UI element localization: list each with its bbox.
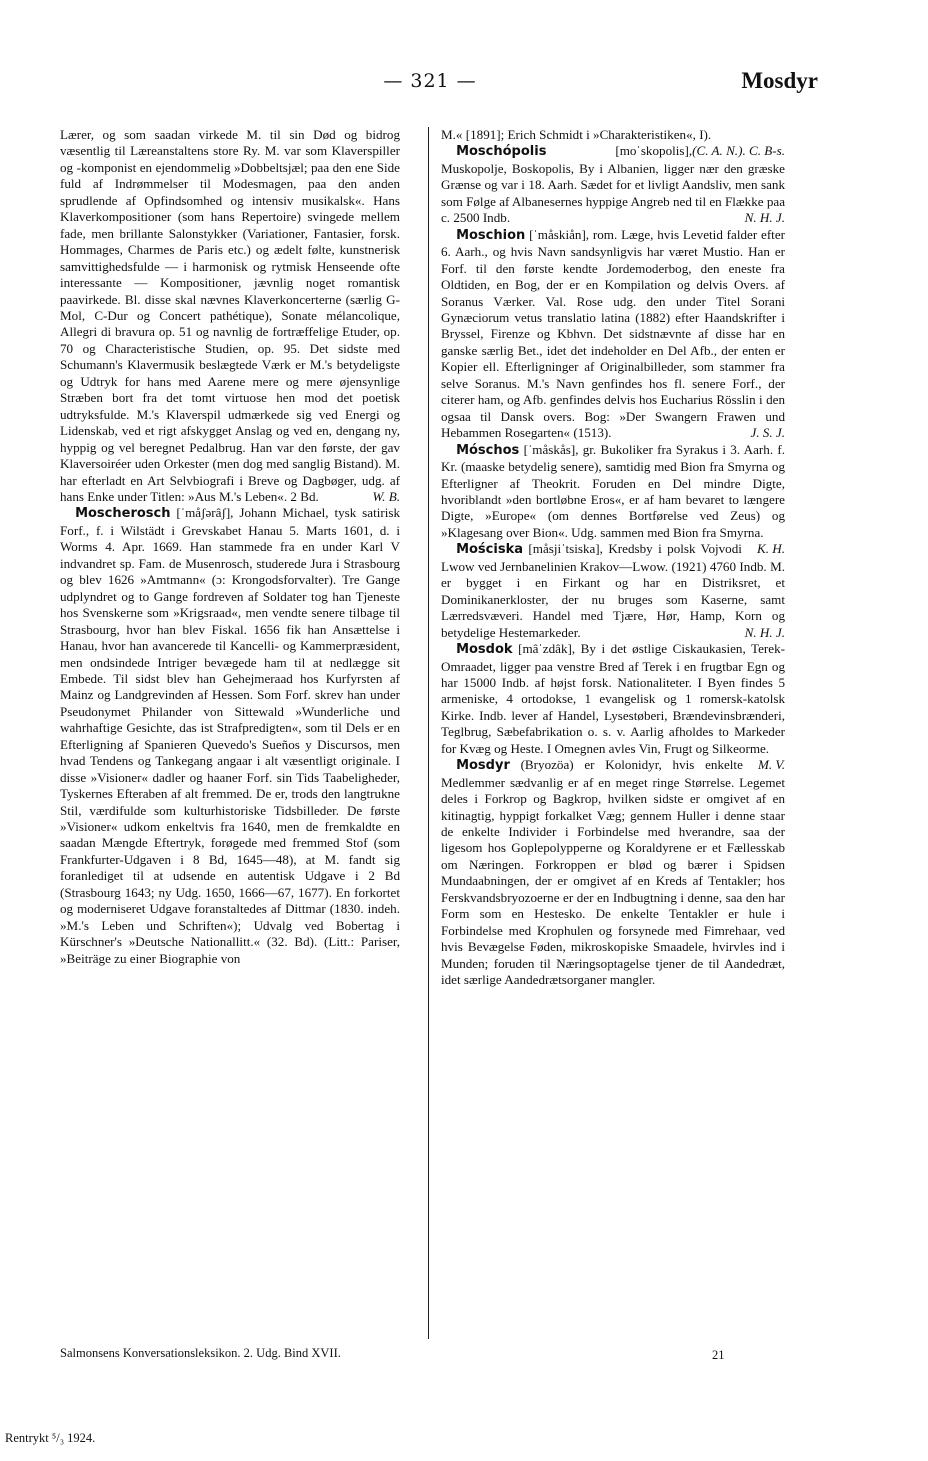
continuation-body: M.« [1891]; Erich Schmidt i »Charakteristiken«, I). (441, 127, 712, 142)
entry-mosdyr (441, 757, 785, 988)
reprint-note: Rentrykt ⁵/₃ 1924. (5, 1431, 96, 1445)
entry-headword: Mosdok (456, 642, 513, 658)
left-column (60, 127, 400, 967)
running-head: Mosdyr (741, 68, 818, 93)
entry-moscherosch (60, 505, 400, 967)
entry-moschion (441, 227, 785, 442)
entry-body: [mâˈzdâk], By i det østlige Ciskaukasien, Terek-Omraadet, ligger paa venstre Bred af Terek i en frugtbar Egn og har 15000 Indb. af højst forsk. Nationaliteter. I Byen findes 5 armeniske, 4 ortodokse, 1 evangelisk og 1 romersk-katolsk Kirke. Indb. lever af Handel, Lysestøberi, Brændevinsbrænderi, Teglbrug, Sæbefabrikation o. s. v. Aarlig afholdes to Markeder for Kvæg og Heste. I Omegnen avles Vin, Frugt og Silkeorme. (441, 641, 785, 756)
entry-headword: Mościska (456, 542, 523, 558)
entry-text (441, 541, 785, 641)
entry-text (60, 505, 400, 967)
entry-body: [ˈmåskiån], rom. Læge, hvis Levetid falder efter 6. Aarh., og hvis Navn sandsynligvis har været Mustio. Han er Forf. til den første kendte Jordemoderbog, den eneste fra Oldtiden, en Bog, der er en Kompilation og delvis Overs. af Soranus Værker. Val. Rose udg. den under Titel Sorani Gynæciorum vetus translatio latina (1882) efter Haandskrifter i Bryssel, Firenze og Kbhvn. Det sidstnævnte af disse har en ganske særlig Bet., idet det indeholder en Del Afb., der enten er Kopier ell. Efterligninger af Originalbilleder, som stammer fra selve Soranus. M.'s Navn genfindes hos fl. senere Forf., der citerer ham, og Afb. genfindes delvis hos Eucharius Rösslin i den ogsaa til Dansk overs. Bog: »Der Swangern Frawen und Hebammen Rosegarten« (1513). (441, 226, 785, 441)
entry-body: [ˈmåskås], gr. Bukoliker fra Syrakus i 3. Aarh. f. Kr. (maaske betydelig senere), samtidig med Bion fra Smyrna og Efterligner af Theokrit. Foruden en Del mindre Digte, hvoriblandt »den bortløbne Eros«, er af ham bevaret to længere Digte, »Europe« (om dennes Bortførelse ved Zeus) og »Klagesang over Bion«. Udg. sammen med Bion fra Smyrna. (441, 441, 785, 540)
entry-body: [ˈmåʃərâʃ], Johann Michael, tysk satirisk Forf., f. i Wilstädt i Grevskabet Hanau 5. Marts 1601, d. i Worms 4. Apr. 1669. Han stammede fra en under Karl V indvandret sp. Fam. de Musenrosch, studerede Jura i Strasbourg og blev 1626 »Amtmann« (ɔ: Krongodsforvalter). Tre Gange udplyndret og to Gange fordreven af Soldater tog han Tjeneste hos Svenskerne som »Krigsraad«, men vendte senere tilbage til Strasbourg, hvor han blev Fiskal. 1656 fik han Ansættelse i Hanau, hvor han avancerede til Kancelli- og Kammerpræsident, men ondsindede Intriger bevægede ham til at nedlægge sit Embede. Til sidst blev han Gehejmeraad hos Kurfyrsten af Mainz og Landgrevinden af Hessen. Som Forf. skrev han under Pseudonymet Philander von Sittewald »Wunderliche und wahrhaftige Gesichte, das ist Strafpredigten«, som til Dels er en Efterligning af Spanieren Quevedo's Sueños y Discursos, men hvad Tendens og Tankegang angaar i alt væsentligt originale. I disse »Visioner« dadler og haaner Forf. sin Tids Taabeligheder, Tyskernes Efteraben af alt fremmed. De er, trods den langtrukne Stil, værdifulde som kulturhistoriske Tidsbilleder. De første »Visioner« udkom enkeltvis fra 1640, men de fremkaldte en saadan Mængde Eftertryk, forøgede med fremmed Stof (som Frankfurter-Udgaven i 8 Bd, 1645—48), at M. fandt sig foranlediget til at udsende en autentisk Udgave i 2 Bd (Strasbourg 1643; ny Udg. 1650, 1666—67, 1677). En forkortet og moderniseret Udgave foranstaltedes af Dittmar (1830. indeh. »M.'s Leben und Schriften«); Udvalg ved Bobertag i Kürschner's »Deutsche Nationallitt.« (32. Bd). (Litt.: Pariser, »Beiträge zu einer Biographie von (60, 505, 400, 966)
entry-text (441, 227, 785, 442)
entry-body: [moˈskopolis], Muskopolje, Boskopolis, By i Albanien, ligger nær den græske Grænse og var i 18. Aarh. Sædet for et livligt Aandsliv, men sank som Følge af Albanesernes hyppige Angreb ned til en Flække paa c. 2500 Indb. (441, 143, 786, 226)
entry-body: (Bryozöa) er Kolonidyr, hvis enkelte Medlemmer sædvanlig er af en meget ringe Størrelse. Legemet deles i Forkrop og Bagkrop, hvilken sidste er omgivet af en kitinagtig, hyppigt forkalket Væg; gennem Huller i denne staar de enkelte Individer i Forbindelse med hverandre, saa der ligesom hos Goplepolypperne og Koraldyrene er et Fællesskab om Næringen. Forkroppen er blød og bærer i Spidsen Mundaabningen, der er omgivet af en Kreds af Tentakler; hos Ferskvandsbryozoerne er der en Indbugtning i denne, saa den har Form som en Hestesko. De enkelte Tentakler er hule i Forbindelse med Krophulen og forsynede med Fimrehaar, ved hvis Bevægelse Føden, mikroskopiske Smaadele, hvirvles ind i Munden; foruden til Næringsoptagelse tjener de til Aandedræt, idet særlige Aandedrætsorganer mangler. (441, 757, 785, 988)
footer-publication: Salmonsens Konversationsleksikon. 2. Udg. Bind XVII. (60, 1346, 341, 1360)
entry-text (441, 757, 785, 988)
author-signature: M. V. (757, 757, 785, 773)
author-signature: J. S. J. (750, 425, 785, 441)
entry-headword: Moschion (456, 227, 526, 243)
right-column (441, 127, 785, 989)
author-signature: K. H. (756, 541, 785, 557)
author-signature: (C. A. N.). C. B-s. (692, 143, 785, 159)
entry-mosciska (441, 541, 785, 641)
entry-continuation (60, 127, 400, 505)
author-signature: N. H. J. (744, 210, 785, 226)
column-rule (428, 127, 429, 1339)
footer-signature-mark: 21 (712, 1348, 725, 1362)
author-signature: W. B. (372, 488, 400, 504)
entry-headword: Moscherosch (75, 506, 171, 522)
continuation-body: Lærer, og som saadan virkede M. til sin Død og bidrog væsentlig til Læreanstaltens store Ry. M. var som Klaverspiller og -komponist en ejendommelig »Dobbeltsjæl; paa den ene Side fuld af Indrømmelser til Modesmagen, paa den anden sprudlende af Opfindsomhed og intensiv musikalsk«. Hans Klaverkompositioner (som hans Repertoire) svingede mellem fade, men brillante Salonstykker (Variationer, Fantasier, forsk. Hommages, Charmes de Paris etc.) og ædelt følte, kunstnerisk samvittighedsfulde — i harmonisk og rytmisk Henseende ofte interessante — Kompositioner, jævnlig noget romantisk paavirkede. Bl. disse skal nævnes Klaverkoncerterne (særlig G-Mol, C-Dur og Concert pathétique), Sonate mélancolique, Allegri di bravura op. 51 og navnlig de fortræffelige Etuder, op. 70 og Characteristische Studien, op. 95. Det sidste med Schumann's Klavermusik beslægtede Værk er M.'s betydeligste og Udtryk for hans med Aarene mere og mere øjensynlige Stræben bort fra det tomt virtuose hen mod det poetisk udtryksfulde. M.'s Klaverspil udmærkede sig ved Energi og Lidenskab, ved et rigt afskygget Anslag og ved en, dengang ny, hyppig og vel beregnet Pedalbrug. Han var den første, der gav Klaversoiréer uden Orkester (men dog med sanglig Bistand). M. har efterladt en Art Selvbiografi i Breve og Dagbøger, udg. af hans Enke under Titlen: »Aus M.'s Leben«. 2 Bd. (60, 127, 400, 504)
entry-body: [måsjiˈtsiska], Kredsby i polsk Vojvodi Lwow ved Jernbanelinien Krakov—Lwow. (1921) 4760 Indb. M. er bygget i en Firkant og har en Distriksret, et Dominikanerkloster, der nu bruges som Kaserne, samt Lærredsvæveri. Handel med Tjære, Hør, Hamp, Korn og betydelige Hestemarkeder. (441, 541, 785, 640)
page-number: — 321 — (383, 70, 477, 92)
continuation-text (60, 127, 400, 505)
author-signature: N. H. J. (744, 624, 785, 640)
entry-headword: Moschópolis (456, 144, 547, 160)
entry-headword: Mosdyr (456, 758, 510, 774)
entry-headword: Móschos (456, 442, 520, 458)
